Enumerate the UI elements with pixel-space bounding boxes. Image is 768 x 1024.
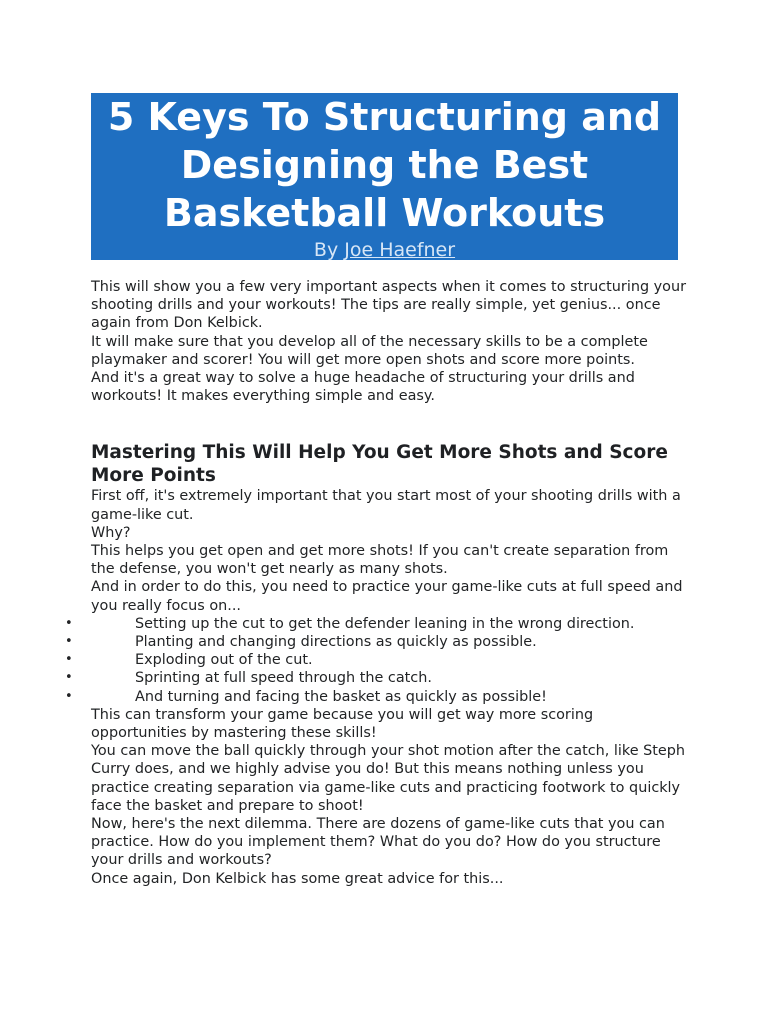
list-item [65, 688, 691, 706]
intro-paragraph: And it's a great way to solve a huge headache of structuring your drills and workouts! It makes everything simple and easy. [91, 370, 635, 405]
body-paragraph: First off, it's extremely important that you start most of your shooting drills with a game-like cut. [91, 488, 681, 523]
intro-paragraph: It will make sure that you develop all of the necessary skills to be a complete playmaker and scorer! You will get more open shots and score more points. [91, 333, 648, 368]
body-paragraph: Now, here's the next dilemma. There are dozens of game-like cuts that you can practice. How do you implement them? What do you do? How do you structure your drills and workouts? [91, 816, 665, 869]
article-body [65, 278, 691, 888]
body-paragraph: And in order to do this, you need to practice your game-like cuts at full speed and you really focus on... [91, 579, 683, 614]
body-paragraph: This can transform your game because you will get way more scoring opportunities by mastering these skills! [91, 706, 594, 742]
list-item-text: Setting up the cut to get the defender leaning in the wrong direction. [135, 615, 635, 632]
bullet-icon: • [65, 652, 73, 668]
body-paragraph: You can move the ball quickly through your shot motion after the catch, like Steph Curry does, and we highly advise you do! But this means nothing unless you practice creating separation via game-like cuts and practicing footwork to quickly face the basket and prepare to shoot! [91, 743, 686, 814]
intro-section [91, 278, 691, 405]
title-banner [91, 93, 678, 260]
body-paragraph: Why? [91, 524, 131, 541]
body-paragraph: Once again, Don Kelbick has some great advice for this... [91, 870, 504, 887]
list-item [65, 615, 691, 633]
list-item-text: Planting and changing directions as quickly as possible. [135, 634, 537, 651]
page-title: 5 Keys To Structuring and Designing the Best Basketball Workouts [107, 95, 662, 235]
bullet-icon: • [65, 688, 73, 704]
list-item-text: And turning and facing the basket as quickly as possible! [135, 688, 547, 705]
list-item-text: Sprinting at full speed through the catch. [135, 670, 432, 687]
list-item [65, 633, 691, 651]
body-paragraph: This helps you get open and get more shots! If you can't create separation from the defense, you won't get nearly as many shots. [91, 543, 669, 578]
intro-paragraph: This will show you a few very important aspects when it comes to structuring your shooting drills and your workouts! The tips are really simple, yet genius... once again from Don Kelbick. [91, 279, 687, 332]
list-item [65, 669, 691, 687]
bullet-icon: • [65, 634, 73, 650]
list-item [65, 651, 691, 669]
section-heading: Mastering This Will Help You Get More Shots and Score More Points [91, 442, 668, 487]
tips-list [65, 615, 691, 706]
author-link[interactable]: Joe Haefner [344, 239, 456, 261]
list-item-text: Exploding out of the cut. [135, 652, 313, 669]
bullet-icon: • [65, 670, 73, 686]
byline-prefix: By [313, 239, 345, 261]
bullet-icon: • [65, 615, 73, 631]
byline [91, 237, 678, 263]
